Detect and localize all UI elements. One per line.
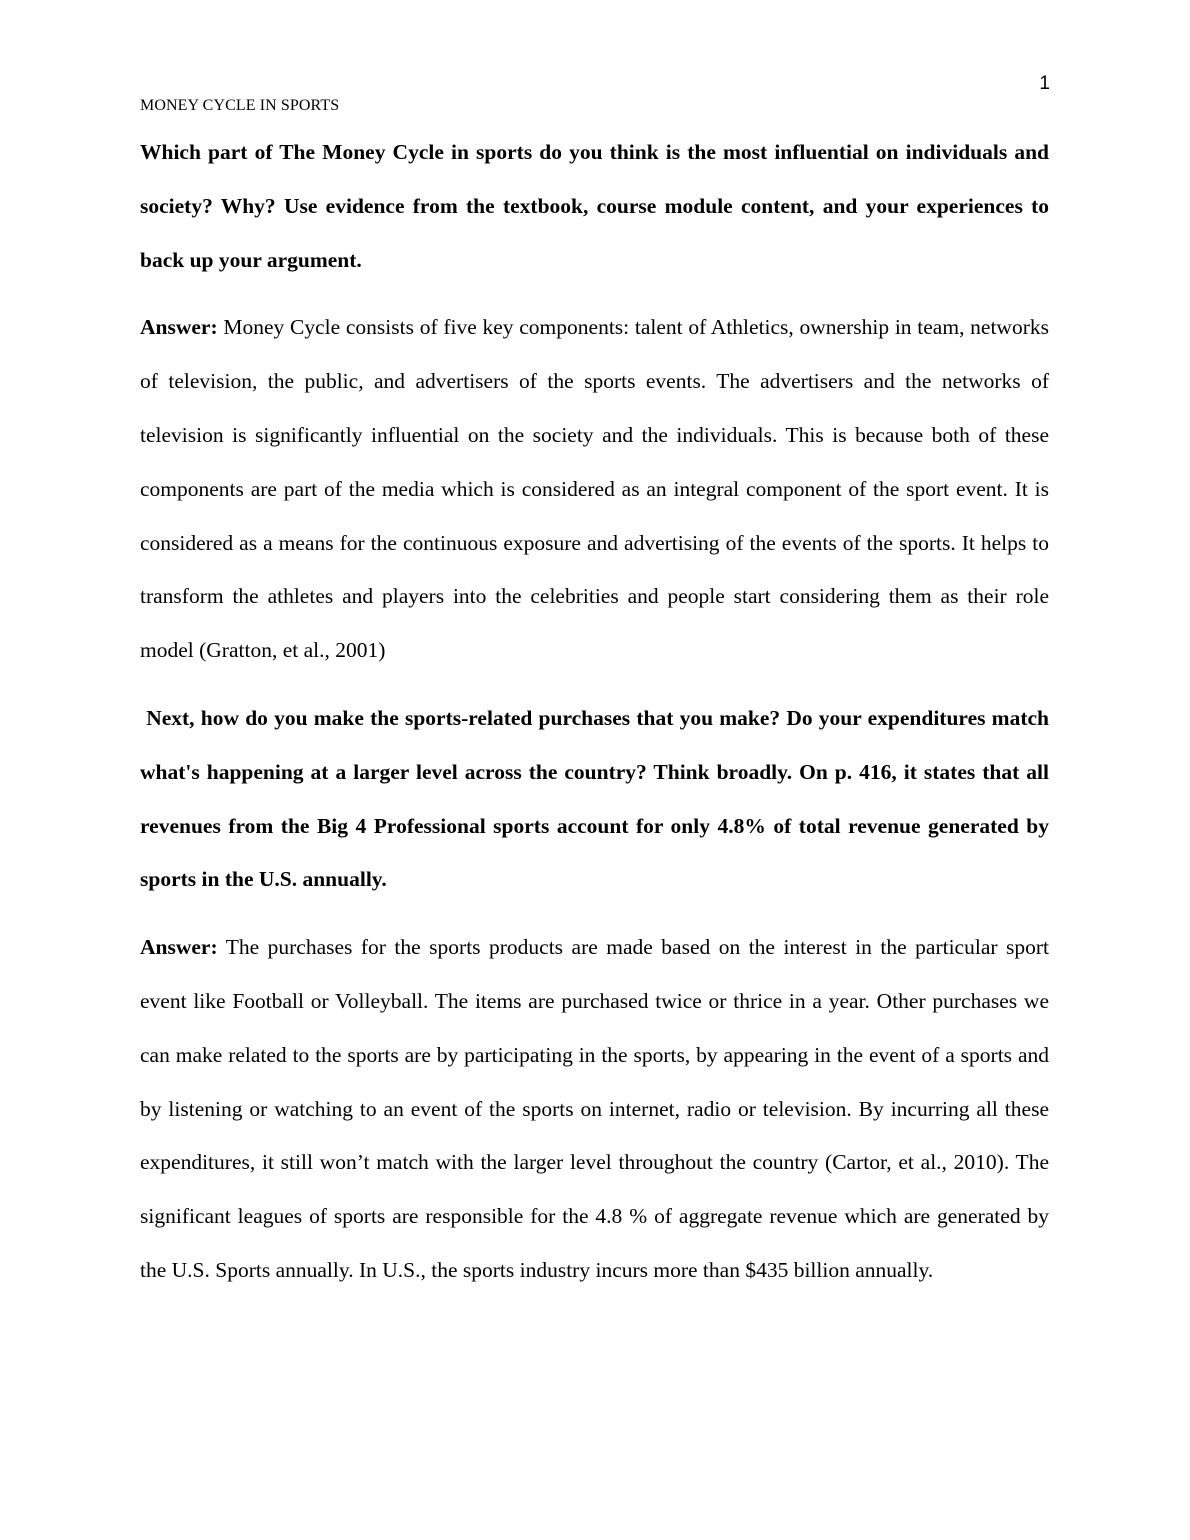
answer-2: [140, 921, 1049, 1298]
answer-2-label: Answer:: [140, 935, 218, 960]
document-body: [140, 126, 1055, 1312]
question-2: Next, how do you make the sports-related purchases that you make? Do your expenditures match what's happening at a larger level across the country? Think broadly. On p. 416, it states that all revenues from the Big 4 Professional sports account for only 4.8% of total revenue generated by sports in the U.S. annually.: [140, 705, 1055, 892]
running-head: MONEY CYCLE IN SPORTS: [140, 97, 340, 114]
question-1: Which part of The Money Cycle in sports do you think is the most influential on individuals and society? Why? Use evidence from the textbook, course module content, and your experiences to back up your argument.: [140, 140, 1049, 272]
page-number: 1: [1039, 73, 1050, 94]
answer-1-label: Answer:: [140, 315, 218, 340]
answer-1-text: Money Cycle consists of five key components: talent of Athletics, ownership in team, networks of television, the public, and advertisers of the sports events. The advertisers and the networks of television is significantly influential on the society and the individuals. This is because both of these components are part of the media which is considered as an integral component of the sport event. It is considered as a means for the continuous exposure and advertising of the events of the sports. It helps to transform the athletes and players into the celebrities and people start considering them as their role model (Gratton, et al., 2001): [140, 315, 1049, 663]
answer-1: [140, 301, 1049, 678]
answer-2-text: The purchases for the sports products are made based on the interest in the particular sport event like Football or Volleyball. The items are purchased twice or thrice in a year. Other purchases we can make related to the sports are by participating in the sports, by appearing in the event of a sports and by listening or watching to an event of the sports on internet, radio or television. By incurring all these expenditures, it still won’t match with the larger level throughout the country (Cartor, et al., 2010). The significant leagues of sports are responsible for the 4.8 % of aggregate revenue which are generated by the U.S. Sports annually. In U.S., the sports industry incurs more than $435 billion annually.: [140, 935, 1049, 1282]
